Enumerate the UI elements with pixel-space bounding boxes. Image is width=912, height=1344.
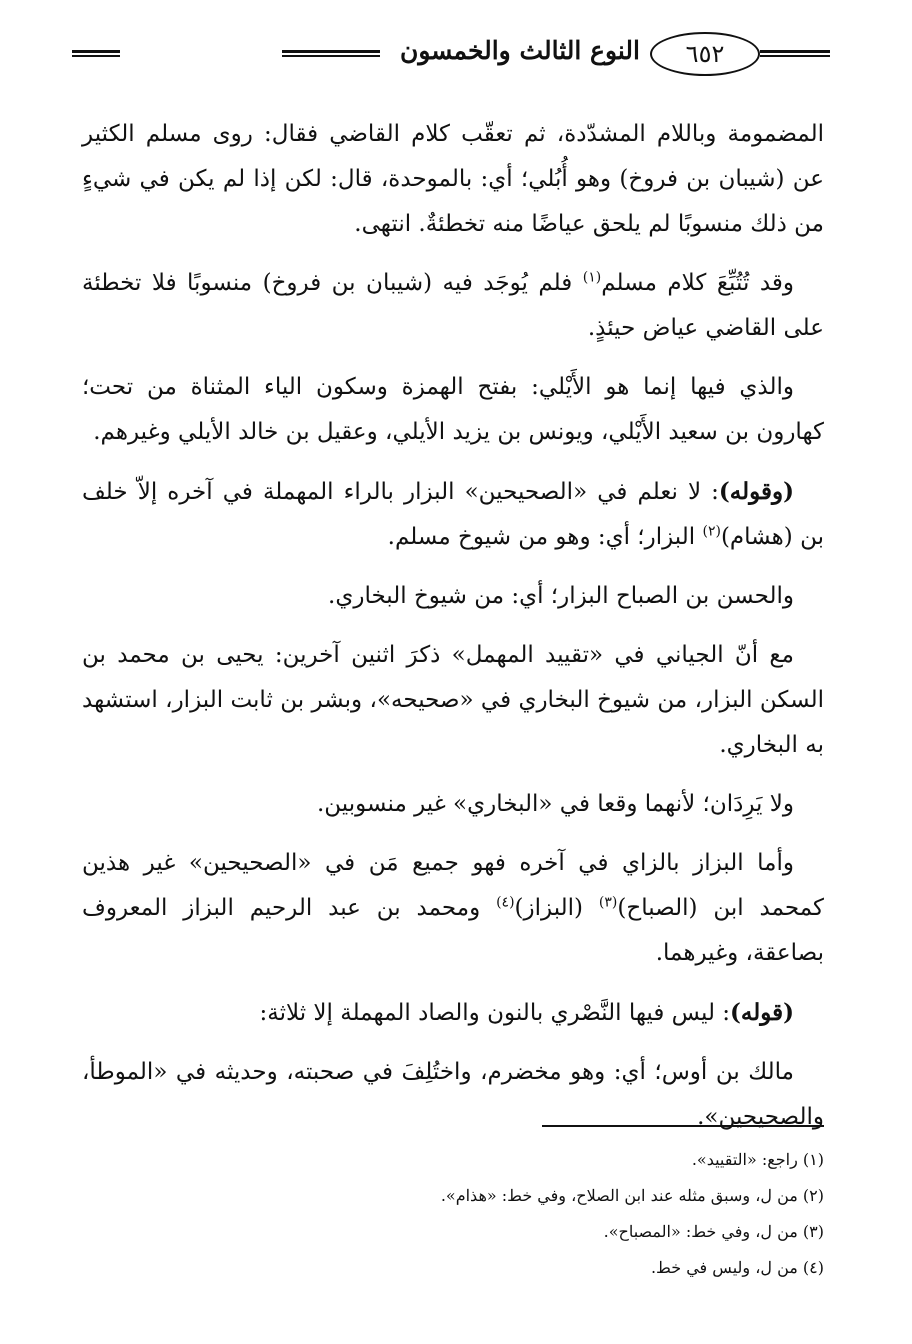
page-number: ٦٥٢ [650,32,760,76]
main-text [82,112,824,1154]
footnote-ref-4: (٤) [496,894,515,911]
paragraph-2-text-a: وقد تُتُبِّعَ كلام مسلم [601,270,794,296]
paragraph-9-lead: (قوله) [730,999,794,1026]
footnote-ref-1: (١) [582,269,602,286]
paragraph-8-text-b: (البزاز) [514,895,599,921]
header-rule-middle [282,50,380,57]
paragraph-9-text: : ليس فيها النَّصْري بالنون والصاد المهملة إلا ثلاثة: [259,1000,731,1026]
paragraph-10: مالك بن أوس؛ أي: وهو مخضرم، واختُلِفَ في صحبته، وحديثه في «الموطأ، والصحيحين». [82,1059,824,1130]
footnote-separator [542,1125,824,1127]
paragraph-8-text-c: ومحمد بن عبد الرحيم البزاز المعروف بصاعقة، وغيرهما. [82,895,824,966]
paragraph-2-text-b: فلم يُوجَد فيه (شيبان بن فروخ) منسوبًا فلا تخطئة على القاضي عياض حيئذٍ. [82,270,824,341]
running-title: النوع الثالث والخمسون [399,36,640,65]
header-rule-left [72,50,120,57]
footnote-4: (٤) من ل، وليس في خط. [650,1258,824,1277]
paragraph-5: والحسن بن الصباح البزار؛ أي: من شيوخ البخاري. [328,583,794,609]
paragraph-8-text-a: وأما البزاز بالزاي في آخره فهو جميع مَن في «الصحيحين» غير هذين كمحمد ابن (الصباح) [82,850,824,921]
paragraph-7: ولا يَرِدَان؛ لأنهما وقعا في «البخاري» غير منسوبين. [316,791,794,817]
footnote-ref-3: (٣) [598,894,618,911]
footnote-3: (٣) من ل، وفي خط: «المصباح». [603,1222,824,1241]
paragraph-1: المضمومة وباللام المشدّدة، ثم تعقّب كلام القاضي فقال: روى مسلم الكثير عن (شيبان بن فروخ) وهو أُبُلي؛ أي: بالموحدة، قال: لكن إذا لم يكن في شيءٍ من ذلك منسوبًا لم يلحق عياضًا منه تخطئةٌ. انتهى. [82,121,824,237]
paragraph-3: والذي فيها إنما هو الأَيْلي: بفتح الهمزة وسكون الياء المثناة من تحت؛ كهارون بن سعيد الأَيْلي، ويونس بن يزيد الأيلي، وعقيل بن خالد الأيلي وغيرهم. [82,374,824,445]
footnote-2: (٢) من ل، وسبق مثله عند ابن الصلاح، وفي خط: «هذام». [440,1186,824,1205]
paragraph-2 [82,261,824,351]
paragraph-9 [82,990,824,1036]
paragraph-4-text-b: البزار؛ أي: وهو من شيوخ مسلم. [387,524,703,550]
footnote-1: (١) راجع: «التقييد». [691,1150,824,1169]
paragraph-4 [82,469,824,560]
header-rule-right [760,50,830,57]
page-header [72,30,830,82]
paragraph-4-text-a: : لا نعلم في «الصحيحين» البزار بالراء المهملة في آخره إلاّ خلف بن (هشام) [82,479,824,550]
footnotes [82,1142,824,1286]
paragraph-8 [82,841,824,976]
paragraph-4-lead: (وقوله) [718,478,794,505]
footnote-ref-2: (٢) [702,523,721,540]
paragraph-6: مع أنّ الجياني في «تقييد المهمل» ذكرَ اثنين آخرين: يحيى بن محمد بن السكن البزار، من شيوخ البخاري في «صحيحه»، وبشر بن ثابت البزار، استشهد به البخاري. [82,642,824,758]
